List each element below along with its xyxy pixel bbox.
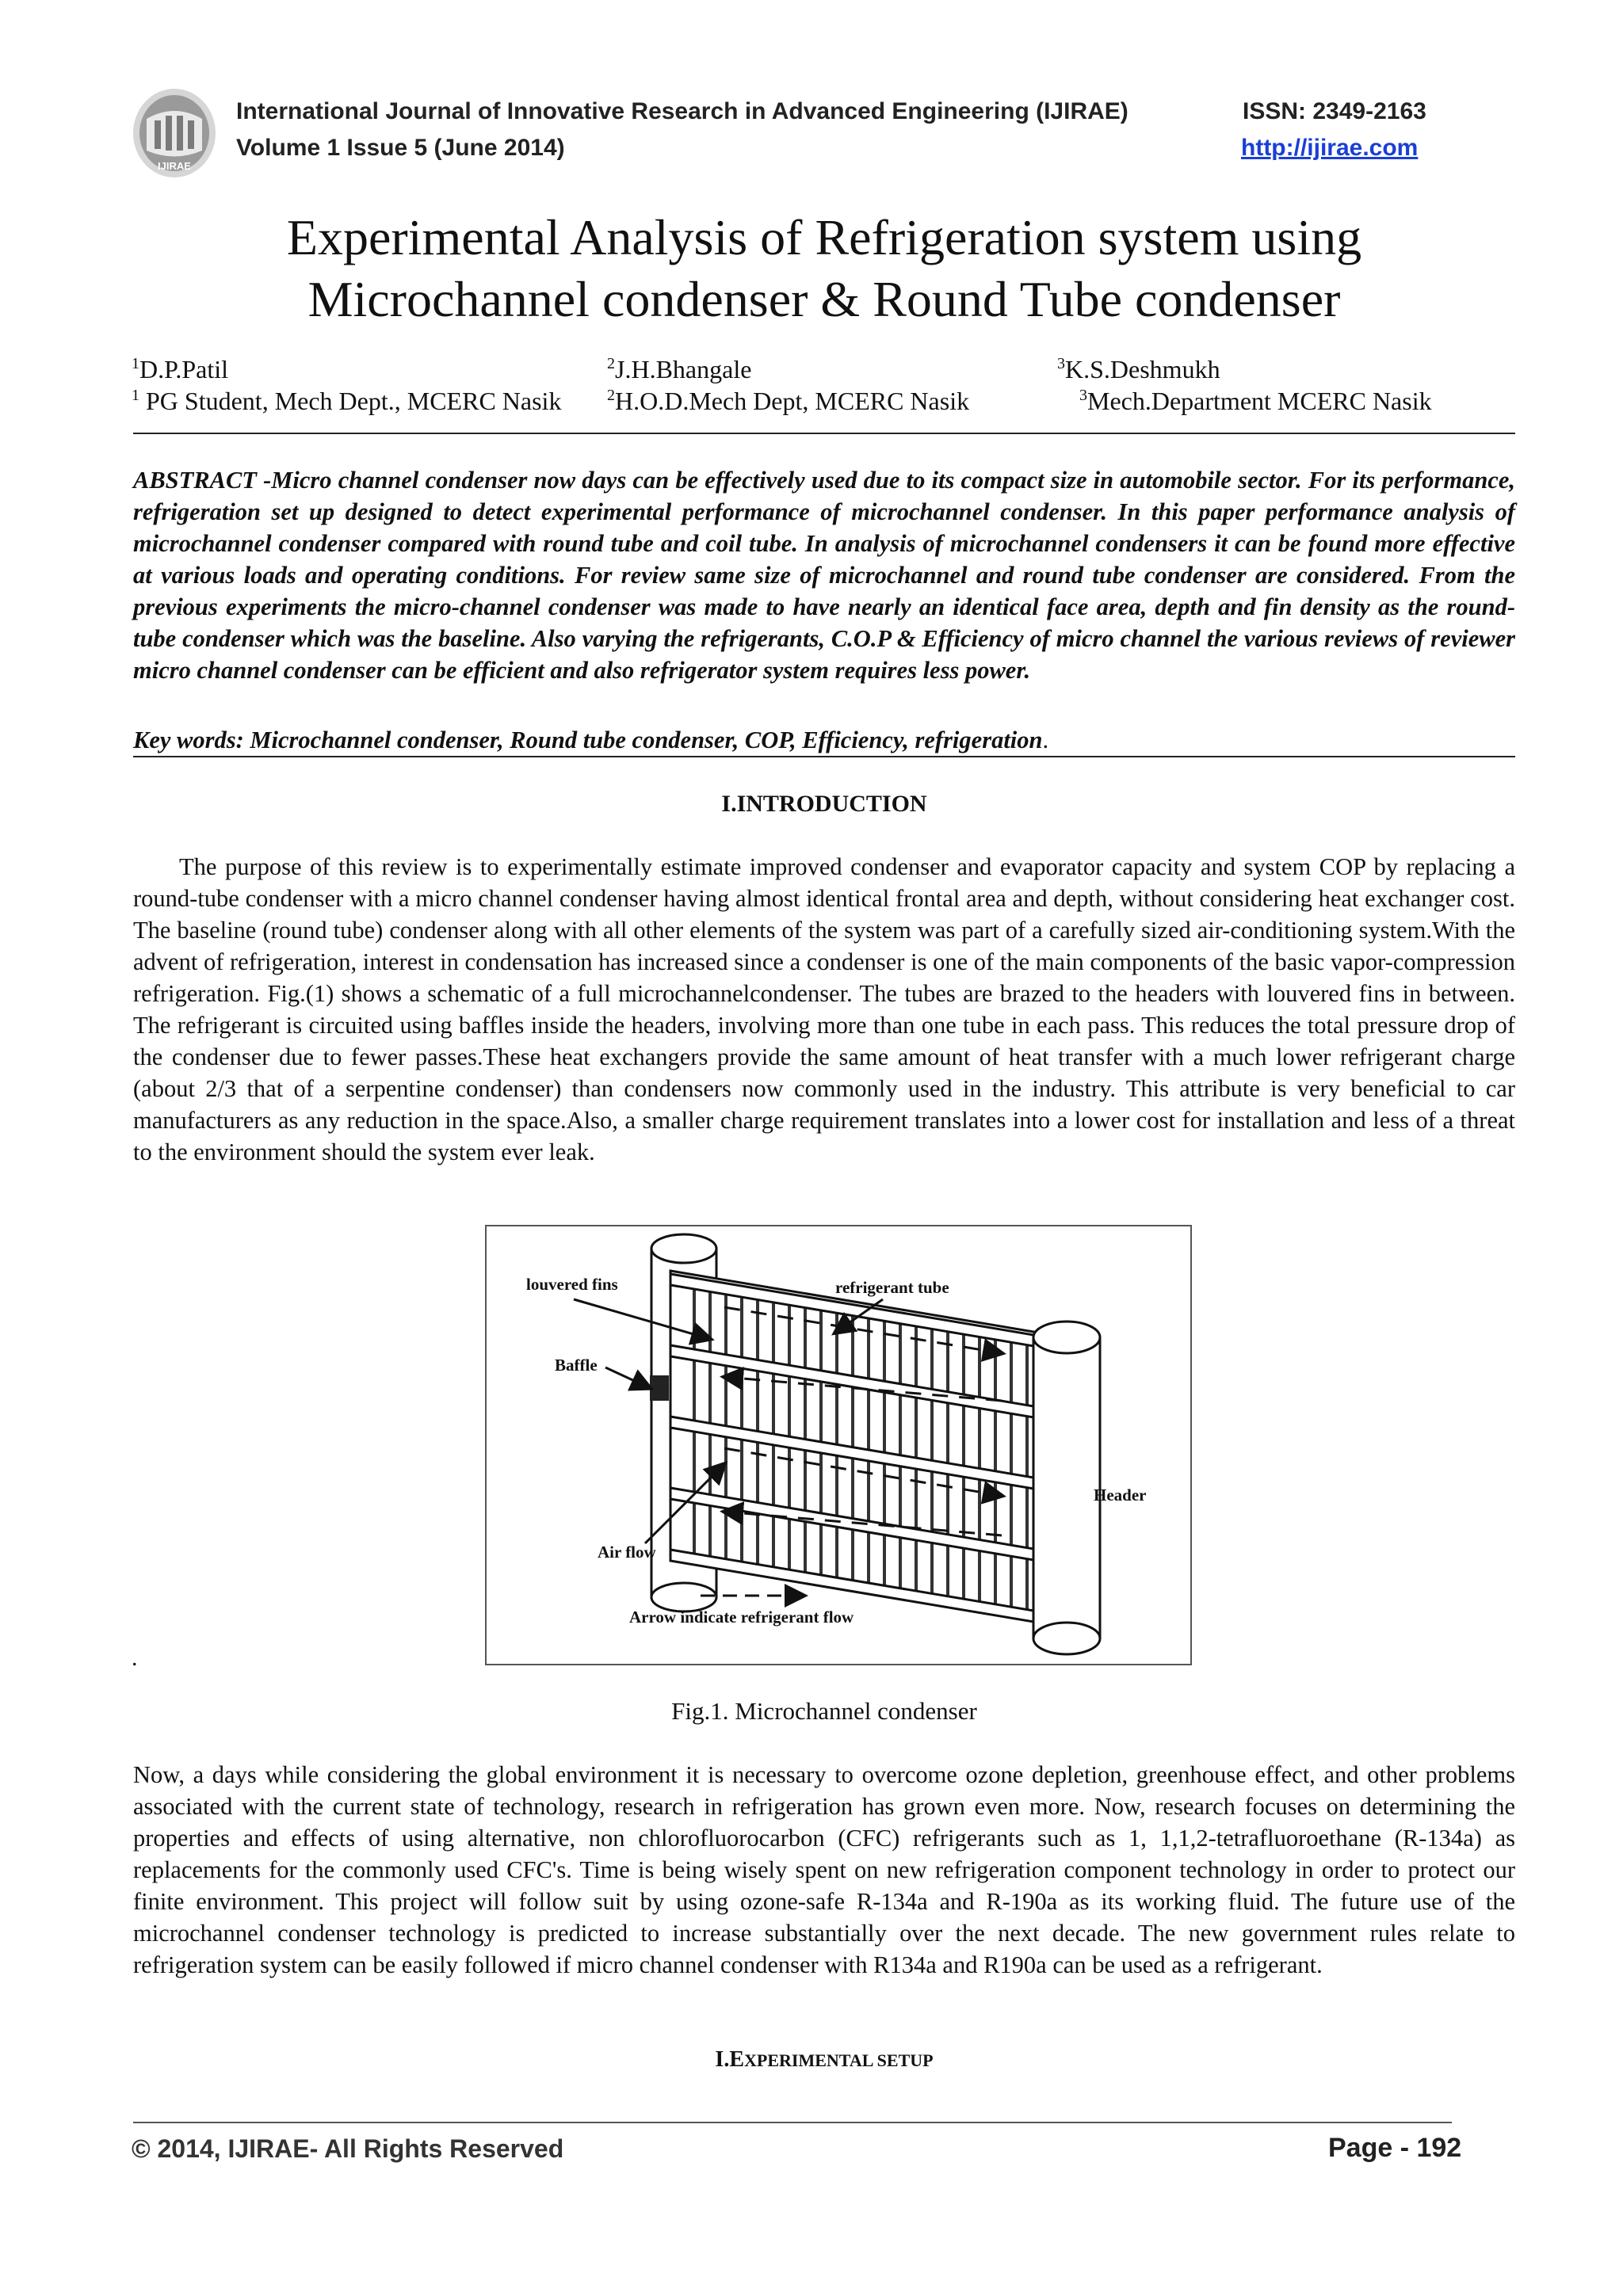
stray-dot: .: [132, 1645, 138, 1671]
body-paragraph-2: Now, a days while considering the global environment it is necessary to overcome ozone depletion, greenhouse effect, and other problems associated with the current state of technology, research in refrigeration has grown even more. Now, research focuses on determining the properties and effects of using alternative, non chlorofluorocarbon (CFC) refrigerants such as 1, 1,1,2-tetrafluoroethane (R-134a) as replacements for the commonly used CFC's. Time is being wisely spent on new refrigeration component technology in order to protect our finite environment. This project will follow suit by using ozone-safe R-134a and R-190a as its working fluid. The future use of the microchannel condenser technology is predicted to increase substantially over the next decade. The new government rules relate to refrigeration system can be easily followed if micro channel condenser with R134a and R190a can be used as a refrigerant.: [133, 1761, 1515, 1978]
condenser-schematic: [487, 1226, 1190, 1664]
label-air-flow: Air flow: [598, 1543, 656, 1562]
affiliation-1: $^1$ PG Student, Mech Dept., MCERC Nasik: [132, 387, 562, 415]
section-heading-introduction: I.INTRODUCTION: [721, 791, 927, 817]
footer-page-number: Page - 192: [1328, 2133, 1462, 2163]
svg-text:IJIRAE: IJIRAE: [158, 160, 191, 172]
affiliation-3: $^3$Mech.Department MCERC Nasik: [1079, 387, 1432, 415]
paper-title-line-2: Microchannel condenser & Round Tube condenser: [307, 271, 1341, 327]
journal-logo: [131, 87, 218, 182]
author-3: $^3$K.S.Deshmukh: [1057, 355, 1220, 383]
keywords: Key words: Microchannel condenser, Round tube condenser, COP, Efficiency, refrigeration.: [133, 727, 1049, 753]
paper-title-line-1: Experimental Analysis of Refrigeration system using: [286, 209, 1362, 265]
footer-rule: [133, 2122, 1452, 2123]
intro-paragraph: The purpose of this review is to experimentally estimate improved condenser and evaporator capacity and system COP by replacing a round-tube condenser with a micro channel condenser having almost identical frontal area and depth, without considering heat exchanger cost. The baseline (round tube) condenser along with all other elements of the system was part of a carefully sized air-conditioning system.With the advent of refrigeration, interest in condensation has increased since a condenser is one of the main components of the basic vapor-compression refrigeration. Fig.(1) shows a schematic of a full microchannelcondenser. The tubes are brazed to the headers with louvered fins in between. The refrigerant is circuited using baffles inside the headers, involving more than one tube in each pass. This reduces the total pressure drop of the condenser due to fewer passes.These heat exchangers provide the same amount of heat transfer with a much lower refrigerant charge (about 2/3 that of a serpentine condenser) than condensers now commonly used in the industry. This attribute is very beneficial to car manufacturers as any reduction in the space.Also, a smaller charge requirement translates into a lower cost for installation and less of a threat to the environment should the system ever leak.: [133, 853, 1515, 1165]
journal-name: International Journal of Innovative Research in Advanced Engineering (IJIRAE): [236, 98, 1128, 124]
logo-emblem-icon: [131, 87, 218, 182]
affiliation-2: $^2$H.O.D.Mech Dept, MCERC Nasik: [607, 387, 970, 415]
baffle: [650, 1375, 669, 1401]
journal-url-link[interactable]: http://ijirae.com: [1241, 135, 1419, 161]
rule-top: [133, 433, 1515, 434]
right-header: [1033, 1322, 1100, 1654]
footer-copyright: © 2014, IJIRAE- All Rights Reserved: [132, 2134, 564, 2163]
section-heading-experimental-setup: I.EXPERIMENTAL SETUP: [715, 2047, 934, 2072]
label-louvered-fins: louvered fins: [526, 1275, 618, 1294]
author-1: $^1$D.P.Patil: [132, 355, 229, 383]
rule-bottom: [133, 756, 1515, 757]
label-baffle: Baffle: [555, 1356, 598, 1375]
figure-caption: Fig.1. Microchannel condenser: [671, 1697, 977, 1725]
volume-issue: Volume 1 Issue 5 (June 2014): [236, 135, 565, 161]
label-header: Header: [1094, 1486, 1147, 1505]
condenser-core: [670, 1271, 1057, 1626]
issn: ISSN: 2349-2163: [1243, 98, 1426, 124]
label-refrigerant-tube: refrigerant tube: [835, 1278, 949, 1297]
abstract: ABSTRACT -Micro channel condenser now days can be effectively used due to its compact size in automobile sector. For its performance, refrigeration set up designed to detect experimental performance of microchannel condenser. In this paper performance analysis of microchannel condenser compared with round tube and coil tube. In analysis of microchannel condensers it can be found more effective at various loads and operating conditions. For review same size of microchannel and round tube condenser are considered. From the previous experiments the micro-channel condenser was made to have nearly an identical face area, depth and fin density as the round-tube condenser which was the baseline. Also varying the refrigerants, C.O.P & Efficiency of micro channel the various reviews of reviewer micro channel condenser can be efficient and also refrigerator system requires less power.: [133, 467, 1515, 684]
label-arrow-note: Arrow indicate refrigerant flow: [629, 1608, 854, 1627]
author-2: $^2$J.H.Bhangale: [607, 355, 752, 383]
figure-microchannel-condenser: [485, 1225, 1192, 1665]
